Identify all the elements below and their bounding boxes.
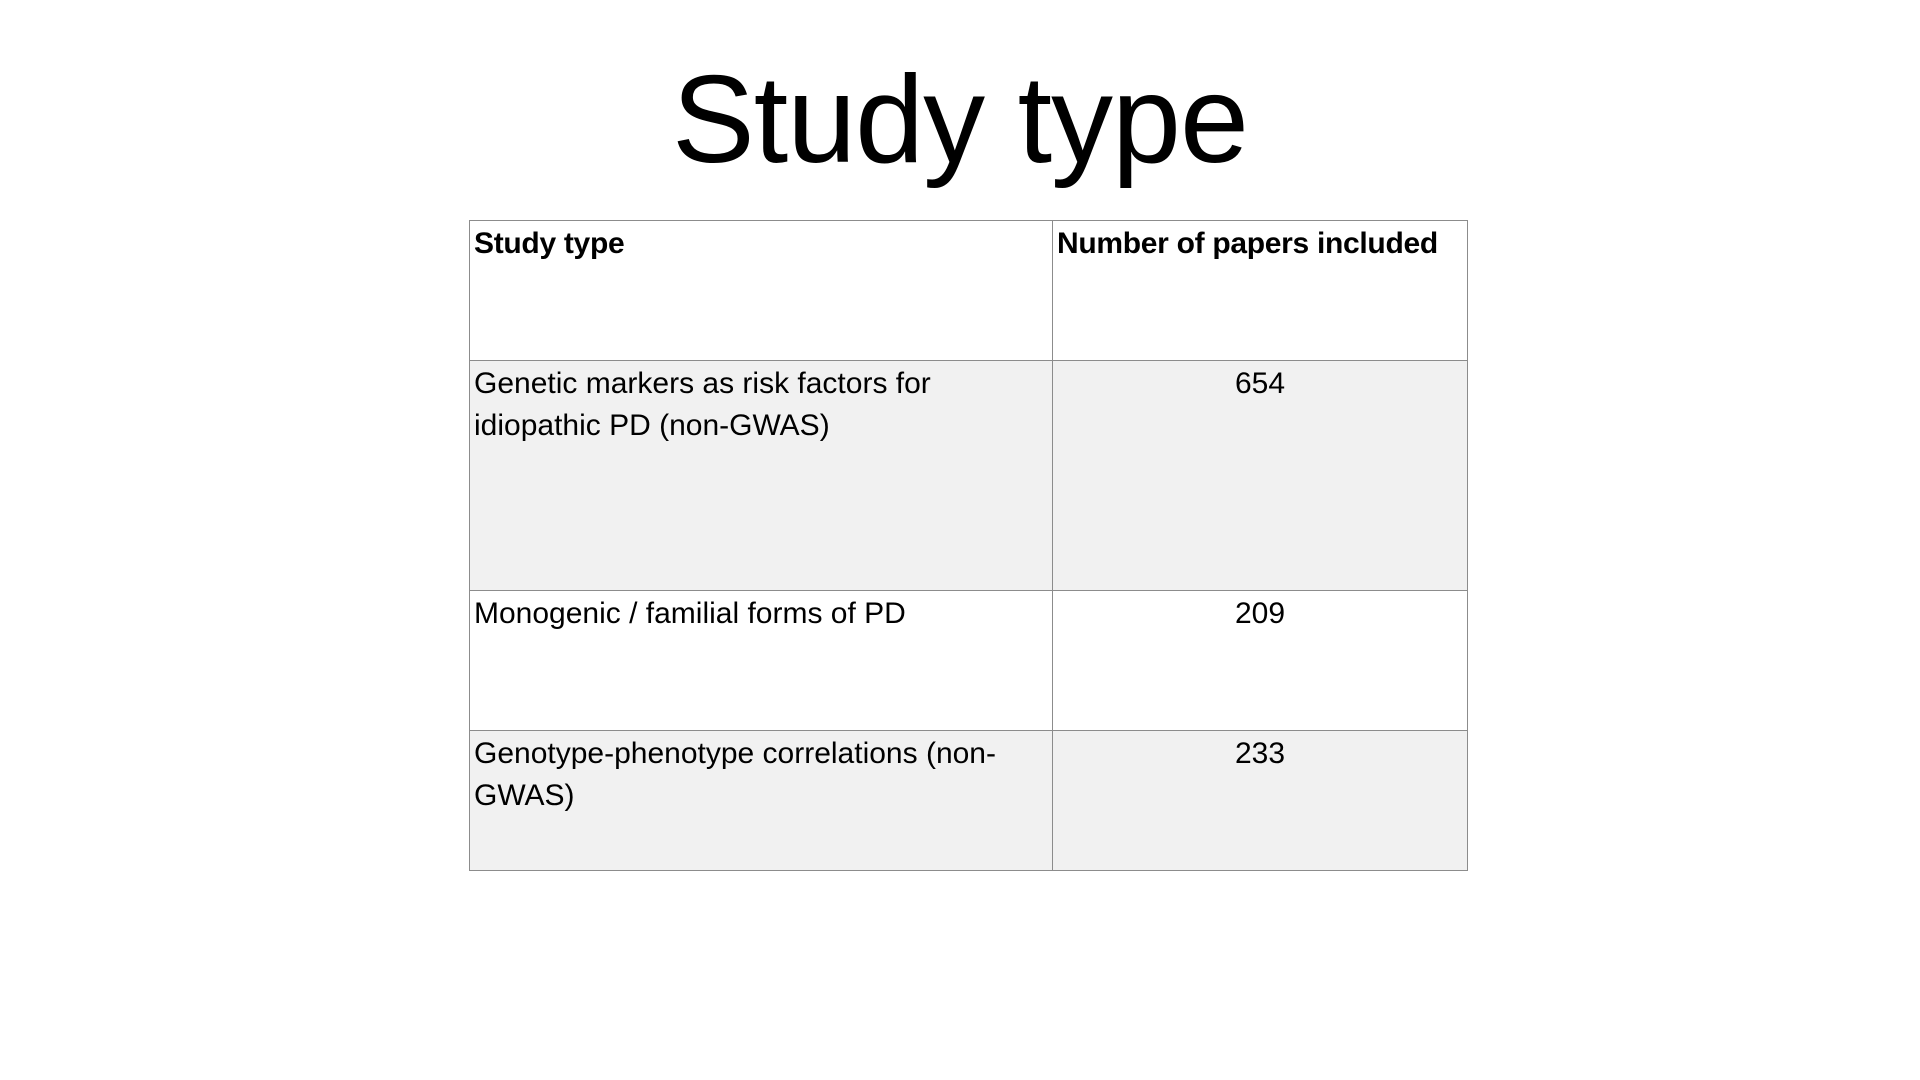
column-header-study-type: Study type — [470, 221, 1053, 361]
table-row — [470, 361, 1468, 591]
papers-count-cell: 654 — [1053, 361, 1468, 591]
table-row — [470, 731, 1468, 871]
study-type-cell: Genotype-phenotype correlations (non-GWAS) — [470, 731, 1053, 871]
study-type-cell: Monogenic / familial forms of PD — [470, 591, 1053, 731]
column-header-papers: Number of papers included — [1053, 221, 1468, 361]
papers-count-cell: 233 — [1053, 731, 1468, 871]
papers-count-cell: 209 — [1053, 591, 1468, 731]
study-type-table — [469, 220, 1468, 871]
table-row — [470, 591, 1468, 731]
page-title: Study type — [672, 51, 1248, 189]
table-header-row — [470, 221, 1468, 361]
study-type-cell: Genetic markers as risk factors for idiopathic PD (non-GWAS) — [470, 361, 1053, 591]
